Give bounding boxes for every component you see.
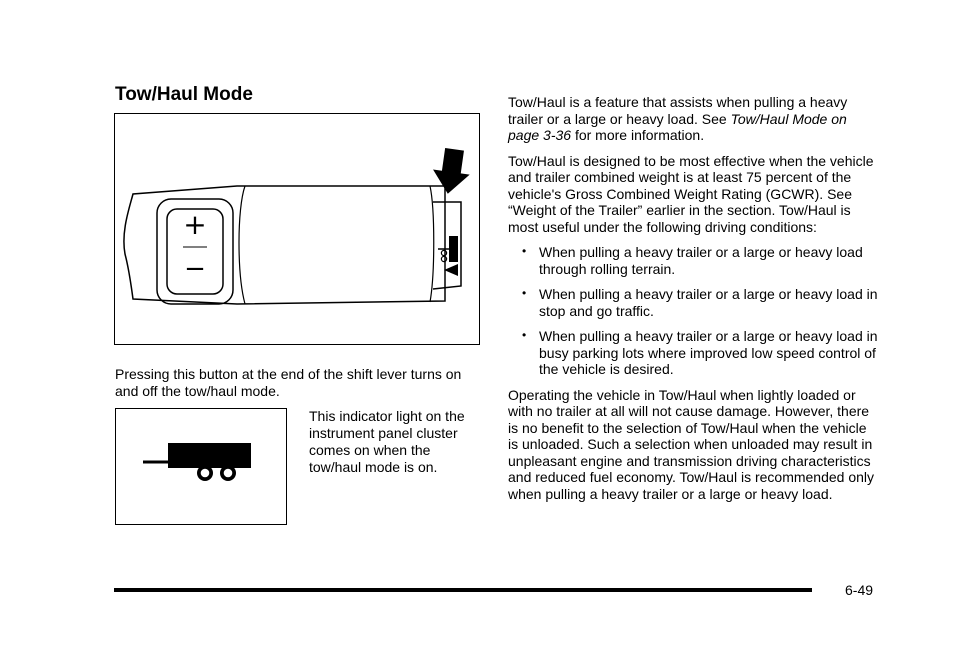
shift-lever-figure [114, 113, 480, 345]
list-item: • When pulling a heavy trailer or a large or heavy load in busy parking lots where improved low speed control of the vehicle is desired. [522, 328, 878, 377]
minus-label: − [184, 254, 206, 284]
indicator-description: This indicator light on the instrument panel cluster comes on when the tow/haul mode is on. [309, 408, 465, 475]
conditions-paragraph: Tow/Haul is designed to be most effective when the vehicle and trailer combined weight is at least 75 percent of the vehicle's Gross Combined Weight Rating (GCWR). See “Weight of the Trailer” earlier in the section. Tow/Haul is most useful under the following driving conditions: [508, 152, 874, 235]
list-item: • When pulling a heavy trailer or a large or heavy load in stop and go traffic. [522, 286, 878, 319]
shift-lever-icon [115, 114, 478, 343]
closing-paragraph: Operating the vehicle in Tow/Haul when lightly loaded or with no trailer at all will not cause damage. However, there is no benefit to the selection of Tow/Haul when the vehicle is unloaded. Such a selection when unloaded may result in unpleasant engine and transmission driving characteristics and reduced fuel economy. Tow/Haul is recommended only when pulling a heavy trailer or a large or heavy load. [508, 386, 875, 502]
tow-haul-indicator-figure [115, 408, 287, 525]
cross-reference: Tow/Haul Mode on page 3-36 [508, 110, 847, 143]
bullet-icon: • [522, 286, 527, 300]
right-column [508, 94, 880, 511]
pointer-arrow-icon [430, 147, 473, 197]
list-item: • When pulling a heavy trailer or a large or heavy load through rolling terrain. [522, 244, 863, 277]
conditions-list [508, 244, 880, 378]
intro-paragraph: Tow/Haul is a feature that assists when pulling a heavy trailer or a large or heavy load. See Tow/Haul Mode on page 3-36 for more information. [508, 94, 848, 143]
bullet-icon: • [522, 244, 527, 258]
trailer-indicator-icon [116, 409, 285, 523]
page-number: 6-49 [845, 582, 874, 598]
lever-body [124, 186, 445, 304]
figure-caption: Pressing this button at the end of the shift lever turns on and off the tow/haul mode. [115, 366, 462, 399]
bullet-icon: • [522, 328, 527, 342]
section-title: Tow/Haul Mode [115, 84, 253, 105]
plus-label: + [183, 208, 207, 241]
footer-rule [114, 588, 812, 592]
